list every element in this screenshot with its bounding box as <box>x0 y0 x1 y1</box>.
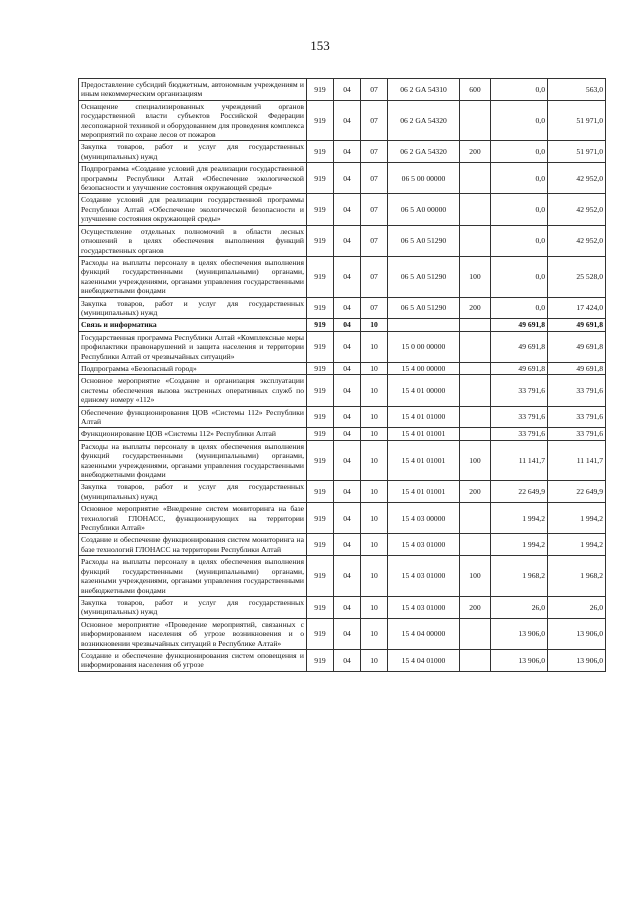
row-name: Предоставление субсидий бюджетным, автономным учреждениям и иным некоммерческим организациям <box>79 79 307 101</box>
ministry-code: 919 <box>307 649 334 671</box>
amount-2: 13 906,0 <box>548 618 606 649</box>
row-name: Государственная программа Республики Алтай «Комплексные меры профилактики правонарушений и защита населения и территории Республики Алтай от чрезвычайных ситуаций» <box>79 331 307 362</box>
amount-2: 33 791,6 <box>548 406 606 428</box>
expense-type: 100 <box>460 256 491 297</box>
table-row <box>79 375 606 406</box>
expense-type <box>460 319 491 331</box>
amount-1: 33 791,6 <box>491 428 548 440</box>
section-code: 04 <box>334 225 361 256</box>
target-article: 06 2 GA 54320 <box>388 100 460 141</box>
expense-type: 200 <box>460 481 491 503</box>
expense-type <box>460 362 491 374</box>
amount-1: 13 906,0 <box>491 649 548 671</box>
row-name: Создание и обеспечение функционирования систем оповещения и информирования населения об угрозе <box>79 649 307 671</box>
table-row <box>79 428 606 440</box>
target-article: 15 0 00 00000 <box>388 331 460 362</box>
table-row <box>79 534 606 556</box>
table-row <box>79 256 606 297</box>
amount-1: 33 791,6 <box>491 406 548 428</box>
subsection-code: 10 <box>361 440 388 481</box>
target-article: 15 4 01 00000 <box>388 375 460 406</box>
amount-1: 49 691,8 <box>491 319 548 331</box>
amount-2: 42 952,0 <box>548 194 606 225</box>
section-code: 04 <box>334 503 361 534</box>
section-code: 04 <box>334 596 361 618</box>
ministry-code: 919 <box>307 428 334 440</box>
table-row <box>79 406 606 428</box>
target-article: 15 4 04 01000 <box>388 649 460 671</box>
expense-type <box>460 503 491 534</box>
ministry-code: 919 <box>307 440 334 481</box>
amount-2: 51 971,0 <box>548 141 606 163</box>
ministry-code: 919 <box>307 225 334 256</box>
row-name: Закупка товаров, работ и услуг для государственных (муниципальных) нужд <box>79 481 307 503</box>
subsection-code: 07 <box>361 163 388 194</box>
amount-1: 0,0 <box>491 297 548 319</box>
ministry-code: 919 <box>307 481 334 503</box>
target-article: 15 4 03 01000 <box>388 534 460 556</box>
section-code: 04 <box>334 428 361 440</box>
subsection-code: 07 <box>361 256 388 297</box>
amount-2: 42 952,0 <box>548 163 606 194</box>
section-code: 04 <box>334 319 361 331</box>
expense-type: 200 <box>460 141 491 163</box>
section-code: 04 <box>334 362 361 374</box>
budget-table <box>78 78 606 672</box>
expense-type: 600 <box>460 79 491 101</box>
amount-1: 0,0 <box>491 100 548 141</box>
row-name: Создание условий для реализации государственной программы Республики Алтай «Обеспечение экологической безопасности и улучшение состояния окружающей среды» <box>79 194 307 225</box>
row-name: Функционирование ЦОВ «Системы 112» Республики Алтай <box>79 428 307 440</box>
ministry-code: 919 <box>307 556 334 597</box>
row-name: Расходы на выплаты персоналу в целях обеспечения выполнения функций государственными (муниципальными) органами, казенными учреждениями, органами управления государственными внебюджетными фондами <box>79 256 307 297</box>
subsection-code: 07 <box>361 225 388 256</box>
ministry-code: 919 <box>307 79 334 101</box>
amount-2: 25 528,0 <box>548 256 606 297</box>
amount-2: 49 691,8 <box>548 331 606 362</box>
row-name: Подпрограмма «Создание условий для реализации государственной программы Республики Алтай «Обеспечение экологической безопасности и улучшение состояния окружающей среды» <box>79 163 307 194</box>
table-row <box>79 556 606 597</box>
subsection-code: 07 <box>361 141 388 163</box>
row-name: Закупка товаров, работ и услуг для государственных (муниципальных) нужд <box>79 141 307 163</box>
section-code: 04 <box>334 194 361 225</box>
target-article: 06 5 А0 00000 <box>388 194 460 225</box>
subsection-code: 10 <box>361 406 388 428</box>
amount-1: 0,0 <box>491 79 548 101</box>
amount-2: 1 968,2 <box>548 556 606 597</box>
section-code: 04 <box>334 331 361 362</box>
amount-1: 13 906,0 <box>491 618 548 649</box>
subsection-code: 07 <box>361 194 388 225</box>
budget-table-body <box>79 79 606 672</box>
amount-1: 22 649,9 <box>491 481 548 503</box>
table-row <box>79 481 606 503</box>
ministry-code: 919 <box>307 256 334 297</box>
amount-1: 1 968,2 <box>491 556 548 597</box>
target-article: 15 4 01 01001 <box>388 481 460 503</box>
section-code: 04 <box>334 618 361 649</box>
row-name: Закупка товаров, работ и услуг для государственных (муниципальных) нужд <box>79 596 307 618</box>
expense-type <box>460 618 491 649</box>
amount-2: 26,0 <box>548 596 606 618</box>
target-article: 06 2 GA 54320 <box>388 141 460 163</box>
table-row <box>79 163 606 194</box>
subsection-code: 10 <box>361 596 388 618</box>
section-code: 04 <box>334 141 361 163</box>
target-article: 15 4 01 01001 <box>388 428 460 440</box>
subsection-code: 10 <box>361 331 388 362</box>
section-code: 04 <box>334 556 361 597</box>
amount-2: 13 906,0 <box>548 649 606 671</box>
subsection-code: 10 <box>361 534 388 556</box>
subsection-code: 10 <box>361 428 388 440</box>
row-name: Закупка товаров, работ и услуг для государственных (муниципальных) нужд <box>79 297 307 319</box>
expense-type: 100 <box>460 556 491 597</box>
table-row <box>79 362 606 374</box>
ministry-code: 919 <box>307 406 334 428</box>
page-number: 153 <box>310 38 330 53</box>
ministry-code: 919 <box>307 362 334 374</box>
ministry-code: 919 <box>307 319 334 331</box>
expense-type <box>460 534 491 556</box>
amount-2: 563,0 <box>548 79 606 101</box>
subsection-code: 10 <box>361 375 388 406</box>
amount-1: 0,0 <box>491 194 548 225</box>
target-article: 06 5 А0 51290 <box>388 297 460 319</box>
ministry-code: 919 <box>307 534 334 556</box>
expense-type: 100 <box>460 440 491 481</box>
section-code: 04 <box>334 440 361 481</box>
table-row <box>79 225 606 256</box>
target-article: 15 4 03 01000 <box>388 556 460 597</box>
amount-1: 0,0 <box>491 141 548 163</box>
row-name: Подпрограмма «Безопасный город» <box>79 362 307 374</box>
section-code: 04 <box>334 100 361 141</box>
section-code: 04 <box>334 406 361 428</box>
section-code: 04 <box>334 297 361 319</box>
expense-type <box>460 375 491 406</box>
expense-type <box>460 649 491 671</box>
row-name: Основное мероприятие «Создание и организация эксплуатации системы обеспечения вызова экстренных оперативных служб по единому номеру «112» <box>79 375 307 406</box>
ministry-code: 919 <box>307 596 334 618</box>
ministry-code: 919 <box>307 375 334 406</box>
target-article: 06 5 00 00000 <box>388 163 460 194</box>
row-name: Связь и информатика <box>79 319 307 331</box>
amount-2: 51 971,0 <box>548 100 606 141</box>
subsection-code: 07 <box>361 297 388 319</box>
amount-1: 0,0 <box>491 225 548 256</box>
amount-2: 33 791,6 <box>548 375 606 406</box>
table-row <box>79 79 606 101</box>
table-row <box>79 440 606 481</box>
subsection-code: 10 <box>361 503 388 534</box>
amount-1: 0,0 <box>491 256 548 297</box>
ministry-code: 919 <box>307 100 334 141</box>
section-code: 04 <box>334 649 361 671</box>
ministry-code: 919 <box>307 618 334 649</box>
expense-type <box>460 163 491 194</box>
subsection-code: 07 <box>361 79 388 101</box>
target-article: 06 5 А0 51290 <box>388 256 460 297</box>
expense-type <box>460 100 491 141</box>
amount-1: 0,0 <box>491 163 548 194</box>
subsection-code: 10 <box>361 481 388 503</box>
table-row <box>79 503 606 534</box>
row-name: Расходы на выплаты персоналу в целях обеспечения выполнения функций государственными (муниципальными) органами, казенными учреждениями, органами управления государственными внебюджетными фондами <box>79 556 307 597</box>
ministry-code: 919 <box>307 163 334 194</box>
expense-type <box>460 428 491 440</box>
target-article <box>388 319 460 331</box>
amount-1: 11 141,7 <box>491 440 548 481</box>
amount-2: 1 994,2 <box>548 503 606 534</box>
section-code: 04 <box>334 375 361 406</box>
subsection-code: 10 <box>361 649 388 671</box>
target-article: 06 5 А0 51290 <box>388 225 460 256</box>
target-article: 15 4 04 00000 <box>388 618 460 649</box>
table-row <box>79 331 606 362</box>
expense-type <box>460 225 491 256</box>
subsection-code: 10 <box>361 362 388 374</box>
table-row <box>79 319 606 331</box>
amount-1: 49 691,8 <box>491 362 548 374</box>
table-row <box>79 618 606 649</box>
amount-2: 33 791,6 <box>548 428 606 440</box>
amount-1: 1 994,2 <box>491 534 548 556</box>
section-code: 04 <box>334 481 361 503</box>
table-row <box>79 596 606 618</box>
row-name: Создание и обеспечение функционирования систем мониторинга на базе технологий ГЛОНАСС на территории Республики Алтай <box>79 534 307 556</box>
target-article: 06 2 GA 54310 <box>388 79 460 101</box>
expense-type <box>460 406 491 428</box>
subsection-code: 10 <box>361 556 388 597</box>
amount-2: 1 994,2 <box>548 534 606 556</box>
ministry-code: 919 <box>307 194 334 225</box>
subsection-code: 10 <box>361 618 388 649</box>
table-row <box>79 194 606 225</box>
target-article: 15 4 01 01001 <box>388 440 460 481</box>
expense-type <box>460 194 491 225</box>
subsection-code: 10 <box>361 319 388 331</box>
row-name: Основное мероприятие «Внедрение систем мониторинга на базе технологий ГЛОНАСС, функционирующих на территории Республики Алтай» <box>79 503 307 534</box>
target-article: 15 4 00 00000 <box>388 362 460 374</box>
section-code: 04 <box>334 163 361 194</box>
row-name: Обеспечение функционирования ЦОВ «Системы 112» Республики Алтай <box>79 406 307 428</box>
expense-type: 200 <box>460 297 491 319</box>
target-article: 15 4 03 00000 <box>388 503 460 534</box>
amount-1: 1 994,2 <box>491 503 548 534</box>
subsection-code: 07 <box>361 100 388 141</box>
table-row <box>79 297 606 319</box>
row-name: Основное мероприятие «Проведение мероприятий, связанных с информированием населения об угрозе возникновения и о возникновении чрезвычайных ситуаций в Республике Алтай» <box>79 618 307 649</box>
expense-type: 200 <box>460 596 491 618</box>
target-article: 15 4 03 01000 <box>388 596 460 618</box>
row-name: Оснащение специализированных учреждений органов государственной власти субъектов Российской Федерации лесопожарной техникой и оборудованием для проведения комплекса мероприятий по охране лесов от пожаров <box>79 100 307 141</box>
table-row <box>79 649 606 671</box>
ministry-code: 919 <box>307 141 334 163</box>
amount-2: 42 952,0 <box>548 225 606 256</box>
row-name: Осуществление отдельных полномочий в области лесных отношений в целях обеспечения выполнения функций государственных органов <box>79 225 307 256</box>
amount-1: 49 691,8 <box>491 331 548 362</box>
ministry-code: 919 <box>307 297 334 319</box>
table-row <box>79 141 606 163</box>
table-row <box>79 100 606 141</box>
row-name: Расходы на выплаты персоналу в целях обеспечения выполнения функций государственными (муниципальными) органами, казенными учреждениями, органами управления государственными внебюджетными фондами <box>79 440 307 481</box>
amount-1: 33 791,6 <box>491 375 548 406</box>
amount-2: 49 691,8 <box>548 319 606 331</box>
section-code: 04 <box>334 534 361 556</box>
target-article: 15 4 01 01000 <box>388 406 460 428</box>
amount-2: 11 141,7 <box>548 440 606 481</box>
amount-1: 26,0 <box>491 596 548 618</box>
amount-2: 22 649,9 <box>548 481 606 503</box>
section-code: 04 <box>334 79 361 101</box>
amount-2: 17 424,0 <box>548 297 606 319</box>
amount-2: 49 691,8 <box>548 362 606 374</box>
ministry-code: 919 <box>307 331 334 362</box>
expense-type <box>460 331 491 362</box>
section-code: 04 <box>334 256 361 297</box>
ministry-code: 919 <box>307 503 334 534</box>
